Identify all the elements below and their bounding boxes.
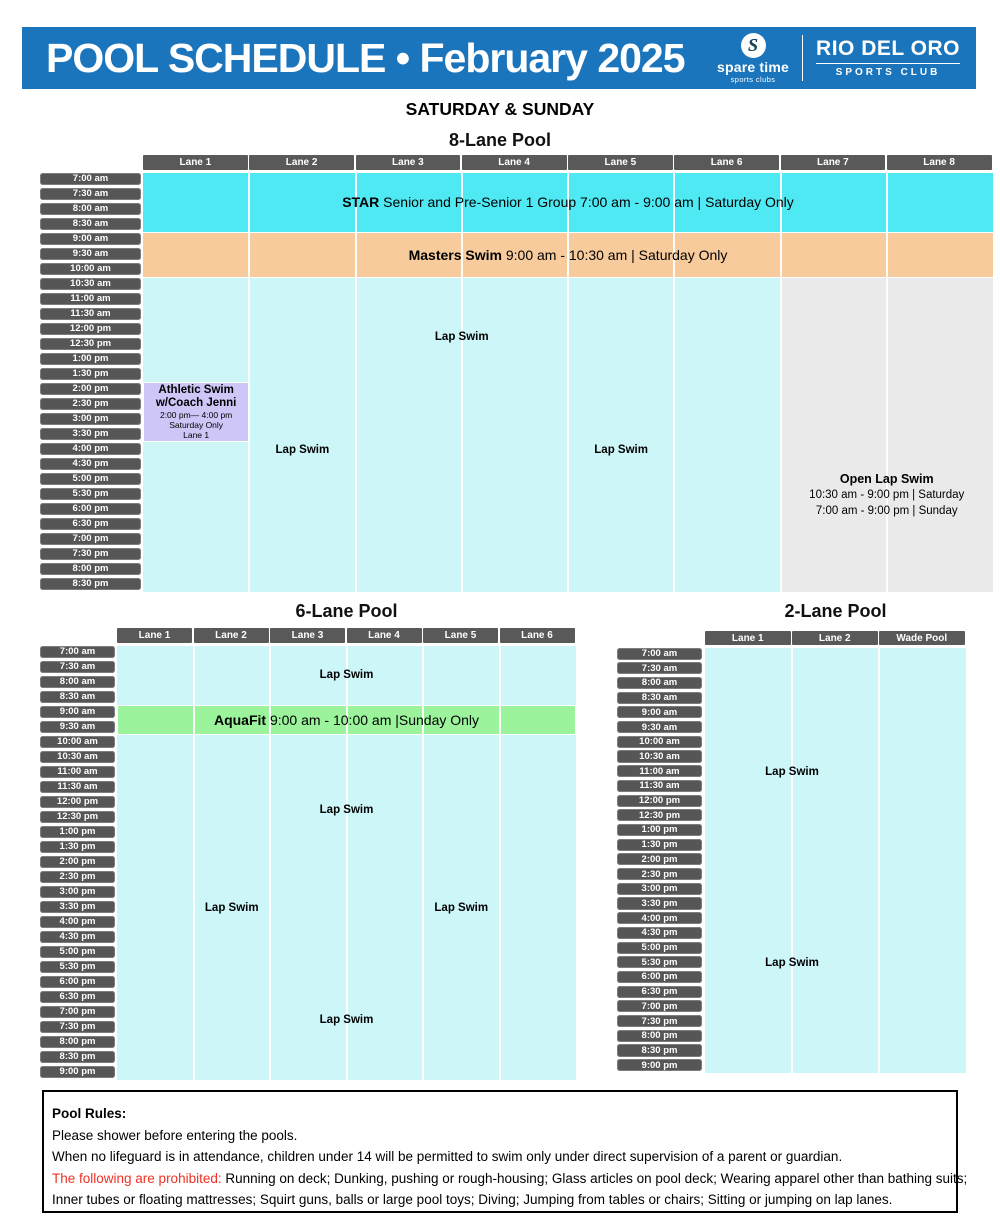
time-label: 10:00 am: [40, 736, 115, 749]
lane-header: Lane 6: [500, 628, 575, 643]
schedule-region: [143, 382, 249, 442]
time-label: 9:30 am: [40, 248, 141, 261]
time-label: 10:30 am: [40, 751, 115, 764]
lane-header: Lane 2: [194, 628, 269, 643]
time-label: 5:30 pm: [40, 961, 115, 974]
time-label: 1:00 pm: [40, 353, 141, 366]
club-divider-line: [816, 63, 960, 64]
time-label: 3:30 pm: [40, 428, 141, 441]
time-label: 8:30 am: [617, 692, 702, 704]
time-label: 2:00 pm: [40, 383, 141, 396]
event-label-line: Lap Swim: [275, 443, 330, 456]
time-label: 7:30 pm: [617, 1015, 702, 1027]
event-label-line: 7:00 am - 9:00 pm | Sunday: [815, 504, 958, 517]
lane-header: Lane 1: [705, 631, 791, 645]
time-label: 4:00 pm: [40, 916, 115, 929]
time-label: 8:00 am: [617, 677, 702, 689]
time-label: 6:00 pm: [617, 971, 702, 983]
time-label: 2:30 pm: [617, 868, 702, 880]
time-label: 1:30 pm: [40, 841, 115, 854]
event-label-line: 2:00 pm— 4:00 pm: [159, 410, 233, 420]
time-label: 1:00 pm: [617, 824, 702, 836]
event-label-line: Lap Swim: [319, 804, 374, 816]
time-label: 4:00 pm: [40, 443, 141, 456]
time-label: 3:00 pm: [40, 413, 141, 426]
event-label-line: Lap Swim: [319, 669, 374, 681]
time-label: 7:30 pm: [40, 1021, 115, 1034]
time-label: 9:00 pm: [40, 1066, 115, 1079]
time-label: 12:00 pm: [617, 795, 702, 807]
time-label: 11:00 am: [40, 293, 141, 306]
club-logo: [816, 38, 960, 78]
time-label: 8:00 pm: [40, 1036, 115, 1049]
lane-separator: [248, 172, 250, 592]
time-label: 3:30 pm: [617, 897, 702, 909]
time-label: 1:30 pm: [40, 368, 141, 381]
lane-header: Lane 4: [347, 628, 422, 643]
time-label: 9:00 pm: [617, 1059, 702, 1071]
event-label-line: Saturday Only: [169, 420, 224, 430]
time-label: 7:00 pm: [40, 1006, 115, 1019]
time-label: 5:00 pm: [617, 942, 702, 954]
time-label: 9:30 am: [40, 721, 115, 734]
lane-header: Lane 5: [568, 155, 673, 170]
time-label: 8:30 pm: [617, 1044, 702, 1056]
banner: [22, 27, 976, 89]
club-name: RIO DEL ORO: [816, 37, 960, 60]
rules-line: Please shower before entering the pools.: [52, 1127, 298, 1143]
event-label-line: Lap Swim: [434, 901, 489, 914]
lane-separator: [422, 645, 424, 1080]
time-label: 6:30 pm: [617, 986, 702, 998]
time-label: 8:30 am: [40, 218, 141, 231]
time-label: 3:00 pm: [40, 886, 115, 899]
time-label: 2:00 pm: [40, 856, 115, 869]
time-label: 6:00 pm: [40, 503, 141, 516]
time-label: 12:00 pm: [40, 323, 141, 336]
lane-separator: [499, 645, 501, 1080]
time-label: 12:30 pm: [40, 338, 141, 351]
lane-header: Lane 8: [887, 155, 992, 170]
lane-header: Lane 1: [143, 155, 248, 170]
time-label: 7:30 am: [617, 662, 702, 674]
lane-separator: [269, 645, 271, 1080]
lane-header: Lane 3: [270, 628, 345, 643]
event-label-line: Masters Swim 9:00 am - 10:30 am | Saturday Only: [408, 246, 728, 263]
lane-header: Lane 1: [117, 628, 192, 643]
pool-rules-box: [42, 1090, 968, 1213]
schedule-region: [705, 647, 966, 1073]
time-label: 11:30 am: [40, 308, 141, 321]
time-label: 10:00 am: [40, 263, 141, 276]
event-label-line: Open Lap Swim: [839, 471, 934, 486]
lane-separator: [355, 172, 357, 592]
event-label-line: Lap Swim: [765, 957, 819, 970]
event-label-line: Athletic Swim: [158, 384, 234, 396]
rules-title: Pool Rules:: [52, 1106, 127, 1121]
club-subtitle: SPORTS CLUB: [835, 67, 941, 78]
time-label: 11:00 am: [617, 765, 702, 777]
time-label: 10:30 am: [40, 278, 141, 291]
spare-time-monogram-icon: S: [741, 33, 766, 58]
time-label: 11:30 am: [40, 781, 115, 794]
time-label: 8:00 pm: [617, 1030, 702, 1042]
time-label: 5:00 pm: [40, 473, 141, 486]
time-label: 4:00 pm: [617, 912, 702, 924]
pool-title: 6-Lane Pool: [295, 601, 398, 621]
time-label: 4:30 pm: [40, 931, 115, 944]
time-label: 4:30 pm: [40, 458, 141, 471]
time-label: 5:30 pm: [617, 956, 702, 968]
time-label: 2:30 pm: [40, 871, 115, 884]
time-label: 3:00 pm: [617, 883, 702, 895]
time-label: 10:30 am: [617, 750, 702, 762]
time-label: 7:00 am: [40, 173, 141, 186]
time-label: 7:00 am: [40, 646, 115, 659]
time-label: 12:30 pm: [617, 809, 702, 821]
time-label: 8:00 am: [40, 203, 141, 216]
time-label: 8:30 pm: [40, 578, 141, 591]
event-label-line: Lap Swim: [434, 331, 489, 343]
event-label-line: 10:30 am - 9:00 pm | Saturday: [809, 488, 965, 501]
logo-cluster: [717, 33, 976, 84]
lane-separator: [461, 172, 463, 592]
event-label-line: AquaFit 9:00 am - 10:00 am |Sunday Only: [213, 712, 480, 728]
time-label: 8:30 am: [40, 691, 115, 704]
brand-name: spare time: [716, 58, 790, 75]
page-title: POOL SCHEDULE • February 2025: [46, 34, 685, 81]
lane-header: Lane 2: [249, 155, 354, 170]
time-label: 2:30 pm: [40, 398, 141, 411]
lane-separator: [878, 647, 880, 1073]
time-label: 11:30 am: [617, 780, 702, 792]
lane-header: Lane 2: [792, 631, 878, 645]
time-label: 6:30 pm: [40, 991, 115, 1004]
event-label-line: Lap Swim: [594, 443, 648, 456]
time-label: 9:00 am: [40, 706, 115, 719]
time-label: 8:00 am: [40, 676, 115, 689]
event-label-line: w/Coach Jenni: [155, 397, 237, 409]
lane-header: Lane 5: [423, 628, 498, 643]
lane-separator: [567, 172, 569, 592]
event-label-line: Lap Swim: [765, 765, 819, 778]
rules-line-prohibited: The following are prohibited: Running on deck; Dunking, pushing or rough-housing; Glass articles on pool deck; Wearing apparel other than bathing suits;: [52, 1170, 968, 1186]
time-label: 1:30 pm: [617, 839, 702, 851]
lane-separator: [193, 645, 195, 1080]
time-label: 8:30 pm: [40, 1051, 115, 1064]
time-label: 1:00 pm: [40, 826, 115, 839]
pool-title: 2-Lane Pool: [784, 601, 887, 621]
event-label-line: STAR Senior and Pre-Senior 1 Group 7:00 am - 9:00 am | Saturday Only: [342, 194, 794, 210]
time-label: 7:30 am: [40, 661, 115, 674]
lane-separator: [346, 645, 348, 1080]
lane-separator: [673, 172, 675, 592]
time-label: 5:00 pm: [40, 946, 115, 959]
brand-subtitle: sports clubs: [730, 74, 776, 84]
time-label: 6:00 pm: [40, 976, 115, 989]
event-label-line: Lane 1: [183, 430, 210, 440]
logo-divider: [802, 35, 803, 81]
time-label: 9:00 am: [40, 233, 141, 246]
lane-header: Lane 7: [781, 155, 886, 170]
time-label: 9:00 am: [617, 706, 702, 718]
time-label: 6:30 pm: [40, 518, 141, 531]
time-label: 2:00 pm: [617, 853, 702, 865]
rules-line: Inner tubes or floating mattresses; Squirt guns, balls or large pool toys; Diving; Jumping from tables or chairs; Sitting or jumping on lap lanes.: [52, 1192, 893, 1207]
time-label: 7:30 am: [40, 188, 141, 201]
lane-separator: [791, 647, 793, 1073]
time-label: 9:30 am: [617, 721, 702, 733]
time-label: 5:30 pm: [40, 488, 141, 501]
rules-line: When no lifeguard is in attendance, children under 14 will be permitted to swim only under direct supervision of a parent or guardian.: [52, 1149, 843, 1164]
time-label: 3:30 pm: [40, 901, 115, 914]
lane-header: Lane 6: [674, 155, 779, 170]
time-label: 7:00 am: [617, 648, 702, 660]
time-label: 12:00 pm: [40, 796, 115, 809]
time-label: 7:30 pm: [40, 548, 141, 561]
event-label-line: Lap Swim: [319, 1014, 374, 1026]
time-label: 12:30 pm: [40, 811, 115, 824]
event-label-line: Lap Swim: [204, 901, 259, 914]
lane-separator: [780, 172, 782, 592]
lane-header: Lane 3: [356, 155, 461, 170]
day-subtitle: SATURDAY & SUNDAY: [405, 99, 595, 119]
time-label: 7:00 pm: [40, 533, 141, 546]
time-label: 7:00 pm: [617, 1000, 702, 1012]
time-label: 4:30 pm: [617, 927, 702, 939]
time-label: 8:00 pm: [40, 563, 141, 576]
spare-time-logo: [717, 33, 789, 84]
lane-header: Lane 4: [462, 155, 567, 170]
lane-header: Wade Pool: [879, 631, 965, 645]
pool-title: 8-Lane Pool: [448, 130, 551, 150]
time-label: 10:00 am: [617, 736, 702, 748]
lane-separator: [886, 172, 888, 592]
time-label: 11:00 am: [40, 766, 115, 779]
